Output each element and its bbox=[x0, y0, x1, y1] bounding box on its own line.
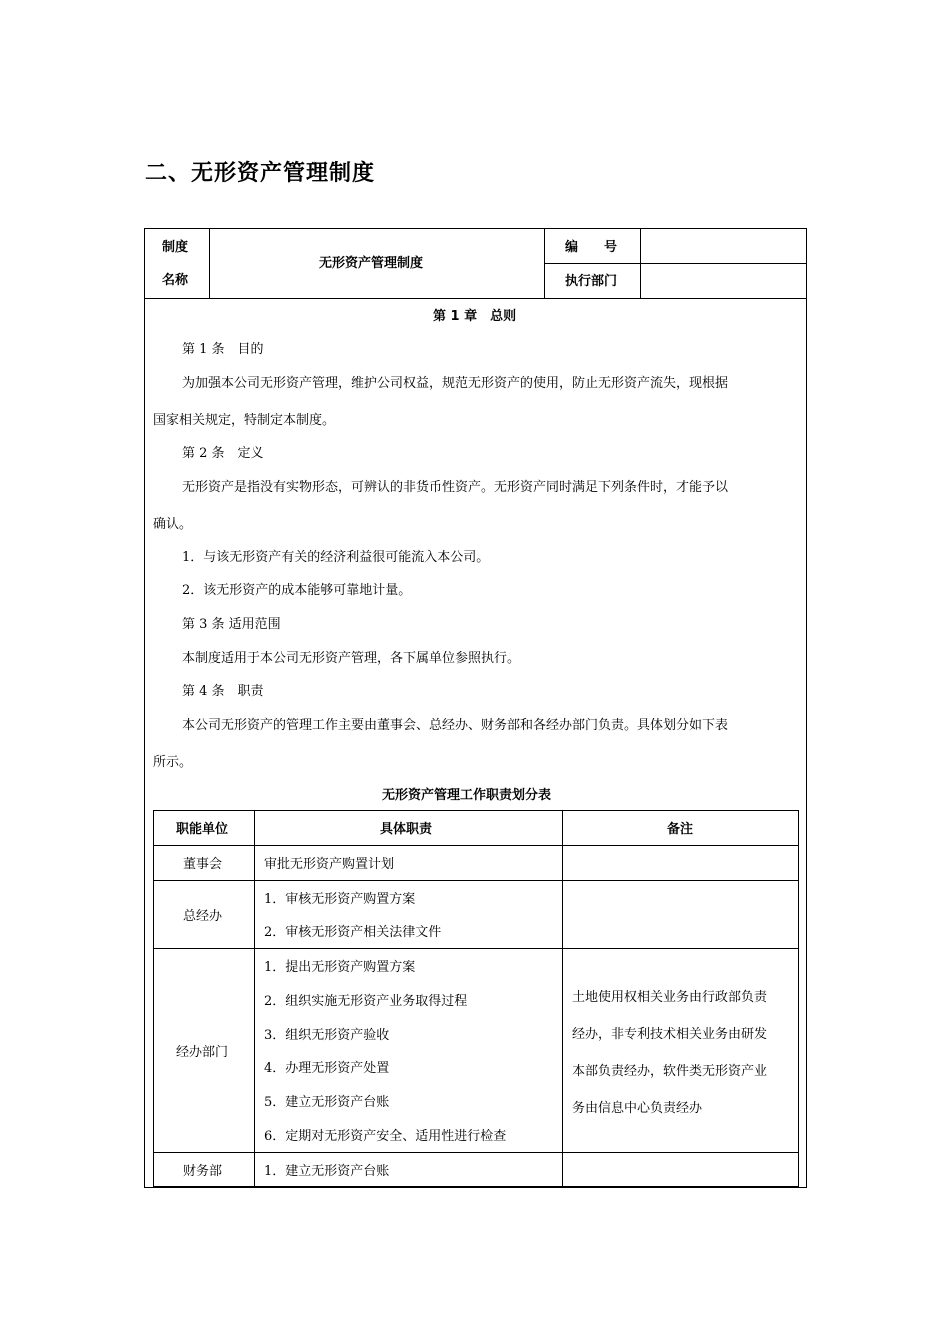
row-handling-dept-duty-2: 2．组织实施无形资产业务取得过程 bbox=[264, 994, 468, 1009]
name-label-line1: 制度 bbox=[162, 240, 189, 255]
row-handling-dept-duty-4: 4．办理无形资产处置 bbox=[264, 1061, 390, 1076]
row-handling-dept-note-3: 本部负责经办，软件类无形资产业 bbox=[572, 1064, 768, 1079]
code-label: 编 号 bbox=[565, 240, 618, 255]
header-bottom-line bbox=[144, 298, 807, 299]
row-handling-dept-note-2: 经办，非专利技术相关业务由研发 bbox=[572, 1027, 768, 1042]
table-header-duty: 具体职责 bbox=[380, 822, 433, 837]
row-finance-unit: 财务部 bbox=[183, 1164, 223, 1179]
article-4-line-1: 本公司无形资产的管理工作主要由董事会、总经办、财务部和各经办部门负责。具体划分如下表 bbox=[182, 718, 729, 733]
table-header-note: 备注 bbox=[667, 822, 694, 837]
row-finance-duty-1: 1．建立无形资产台账 bbox=[264, 1164, 390, 1179]
name-label-line2: 名称 bbox=[162, 273, 189, 288]
duty-table-row-line-2 bbox=[153, 880, 799, 881]
duty-table-row-line-1 bbox=[153, 845, 799, 846]
page-title: 二、无形资产管理制度 bbox=[145, 161, 376, 186]
row-handling-dept-duty-5: 5．建立无形资产台账 bbox=[264, 1095, 390, 1110]
row-gm-office-unit: 总经办 bbox=[183, 909, 223, 924]
duty-table-row-line-4 bbox=[153, 1152, 799, 1153]
row-handling-dept-note-1: 土地使用权相关业务由行政部负责 bbox=[572, 990, 768, 1005]
article-2-line-1: 无形资产是指没有实物形态，可辨认的非货币性资产。无形资产同时满足下列条件时，才能予以 bbox=[182, 480, 729, 495]
header-mid-line bbox=[544, 263, 807, 264]
row-handling-dept-duty-1: 1．提出无形资产购置方案 bbox=[264, 960, 416, 975]
duty-table-row-line-3 bbox=[153, 948, 799, 949]
article-2-item-2: 2．该无形资产的成本能够可靠地计量。 bbox=[182, 583, 412, 598]
article-1-title: 第 1 条 目的 bbox=[182, 342, 264, 357]
duty-table-col-line-2 bbox=[562, 810, 563, 1187]
row-board-unit: 董事会 bbox=[183, 857, 223, 872]
table-header-unit: 职能单位 bbox=[176, 822, 229, 837]
regulation-name: 无形资产管理制度 bbox=[319, 256, 424, 271]
duty-table-bottom-line bbox=[153, 1186, 799, 1187]
article-4-title: 第 4 条 职责 bbox=[182, 684, 264, 699]
duty-table-title: 无形资产管理工作职责划分表 bbox=[382, 788, 552, 803]
article-4-line-2: 所示。 bbox=[153, 755, 193, 770]
row-gm-office-duty-2: 2．审核无形资产相关法律文件 bbox=[264, 925, 442, 940]
article-2-line-2: 确认。 bbox=[153, 517, 193, 532]
article-3-title: 第 3 条 适用范围 bbox=[182, 617, 281, 632]
row-handling-dept-duty-6: 6．定期对无形资产安全、适用性进行检查 bbox=[264, 1129, 507, 1144]
dept-label: 执行部门 bbox=[565, 274, 618, 289]
header-divider-1 bbox=[209, 228, 210, 298]
article-2-item-1: 1．与该无形资产有关的经济利益很可能流入本公司。 bbox=[182, 550, 490, 565]
article-1-line-1: 为加强本公司无形资产管理，维护公司权益，规范无形资产的使用，防止无形资产流失，现根据 bbox=[182, 376, 729, 391]
article-3-line-1: 本制度适用于本公司无形资产管理，各下属单位参照执行。 bbox=[182, 651, 521, 666]
row-gm-office-duty-1: 1．审核无形资产购置方案 bbox=[264, 892, 416, 907]
article-2-title: 第 2 条 定义 bbox=[182, 446, 264, 461]
article-1-line-2: 国家相关规定，特制定本制度。 bbox=[153, 413, 336, 428]
duty-table-col-line-1 bbox=[254, 810, 255, 1187]
row-handling-dept-duty-3: 3．组织无形资产验收 bbox=[264, 1028, 390, 1043]
row-handling-dept-note-4: 务由信息中心负责经办 bbox=[572, 1101, 703, 1116]
chapter-title: 第 1 章 总则 bbox=[433, 309, 517, 324]
row-handling-dept-unit: 经办部门 bbox=[176, 1045, 229, 1060]
row-board-duty-1: 审批无形资产购置计划 bbox=[264, 857, 395, 872]
